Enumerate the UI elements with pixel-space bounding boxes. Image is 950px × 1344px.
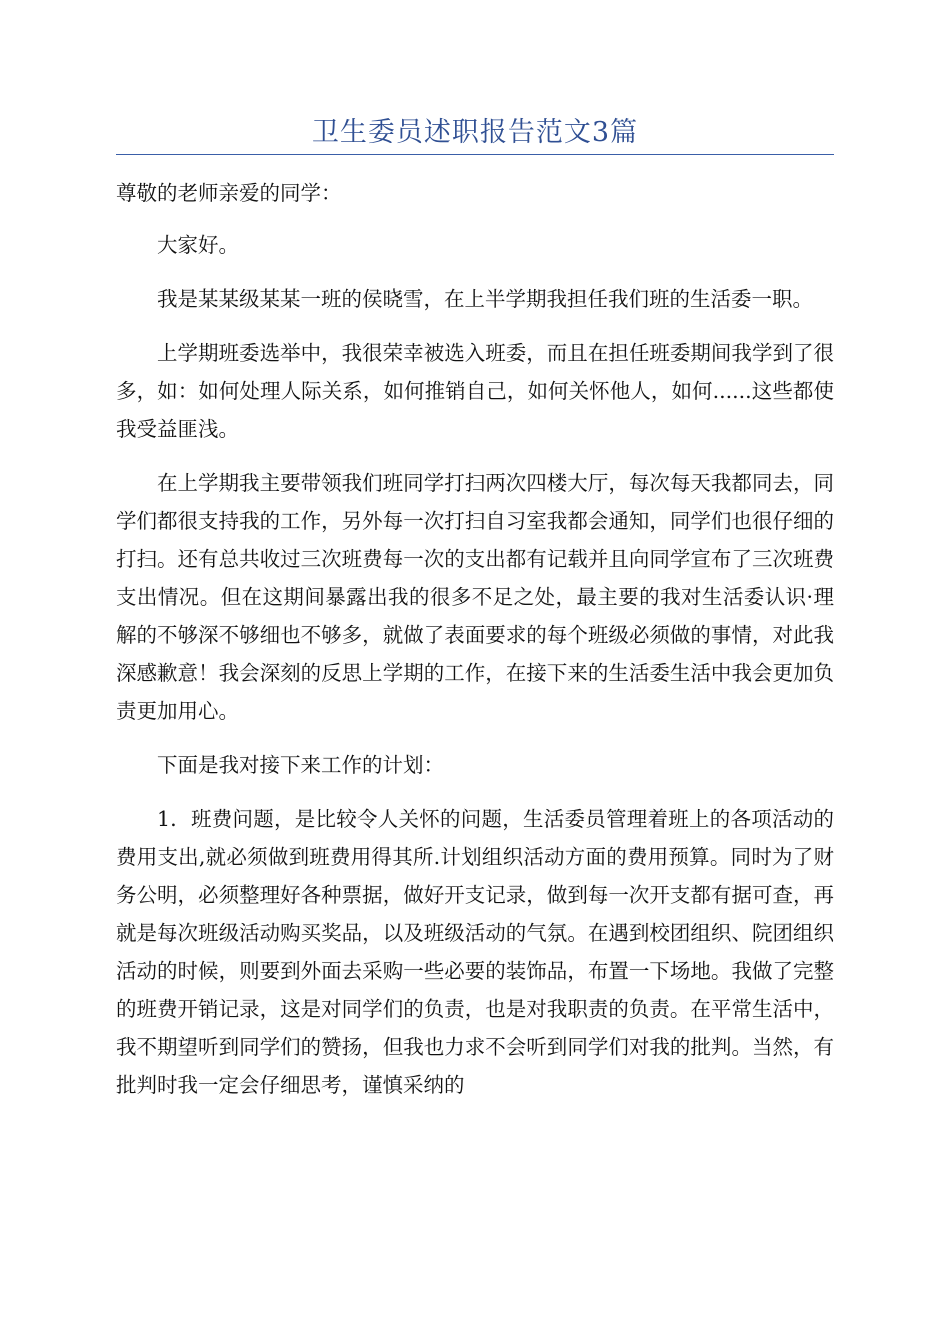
title-underline [116, 154, 834, 155]
greeting-paragraph: 大家好。 [157, 233, 239, 257]
document-title: 卫生委员述职报告范文3篇 [311, 117, 639, 148]
work-summary-paragraph: 在上学期我主要带领我们班同学打扫两次四楼大厅，每次每天我都同去，同学们都很支持我的工作，另外每一次打扫自习室我都会通知，同学们也很仔细的打扫。还有总共收过三次班费每一次的支出都有记载并且向同学宣布了三次班费支出情况。但在这期间暴露出我的很多不足之处，最主要的我对生活委认识·理解的不够深不够细也不够多，就做了表面要求的每个班级必须做的事情，对此我深感歉意！我会深刻的反思上学期的工作，在接下来的生活委生活中我会更加负责更加用心。 [116, 471, 834, 723]
experience-paragraph: 上学期班委选举中，我很荣幸被选入班委，而且在担任班委期间我学到了很多，如：如何处理人际关系，如何推销自己，如何关怀他人，如何......这些都使我受益匪浅。 [116, 341, 834, 441]
plan-intro-paragraph: 下面是我对接下来工作的计划： [157, 753, 444, 777]
introduction-paragraph: 我是某某级某某一班的侯晓雪，在上半学期我担任我们班的生活委一职。 [157, 287, 813, 311]
plan-item-paragraph: 1．班费问题，是比较令人关怀的问题，生活委员管理着班上的各项活动的费用支出,就必须做到班费用得其所.计划组织活动方面的费用预算。同时为了财务公明，必须整理好各种票据，做好开支记录，做到每一次开支都有据可查，再就是每次班级活动购买奖品，以及班级活动的气氛。在遇到校团组织、院团组织活动的时候，则要到外面去采购一些必要的装饰品，布置一下场地。我做了完整的班费开销记录，这是对同学们的负责，也是对我职责的负责。在平常生活中，我不期望听到同学们的赞扬，但我也力求不会听到同学们对我的批判。当然，有批判时我一定会仔细思考，谨慎采纳的 [116, 807, 834, 1097]
salutation-paragraph: 尊敬的老师亲爱的同学： [116, 181, 342, 205]
document-body [116, 174, 834, 1120]
